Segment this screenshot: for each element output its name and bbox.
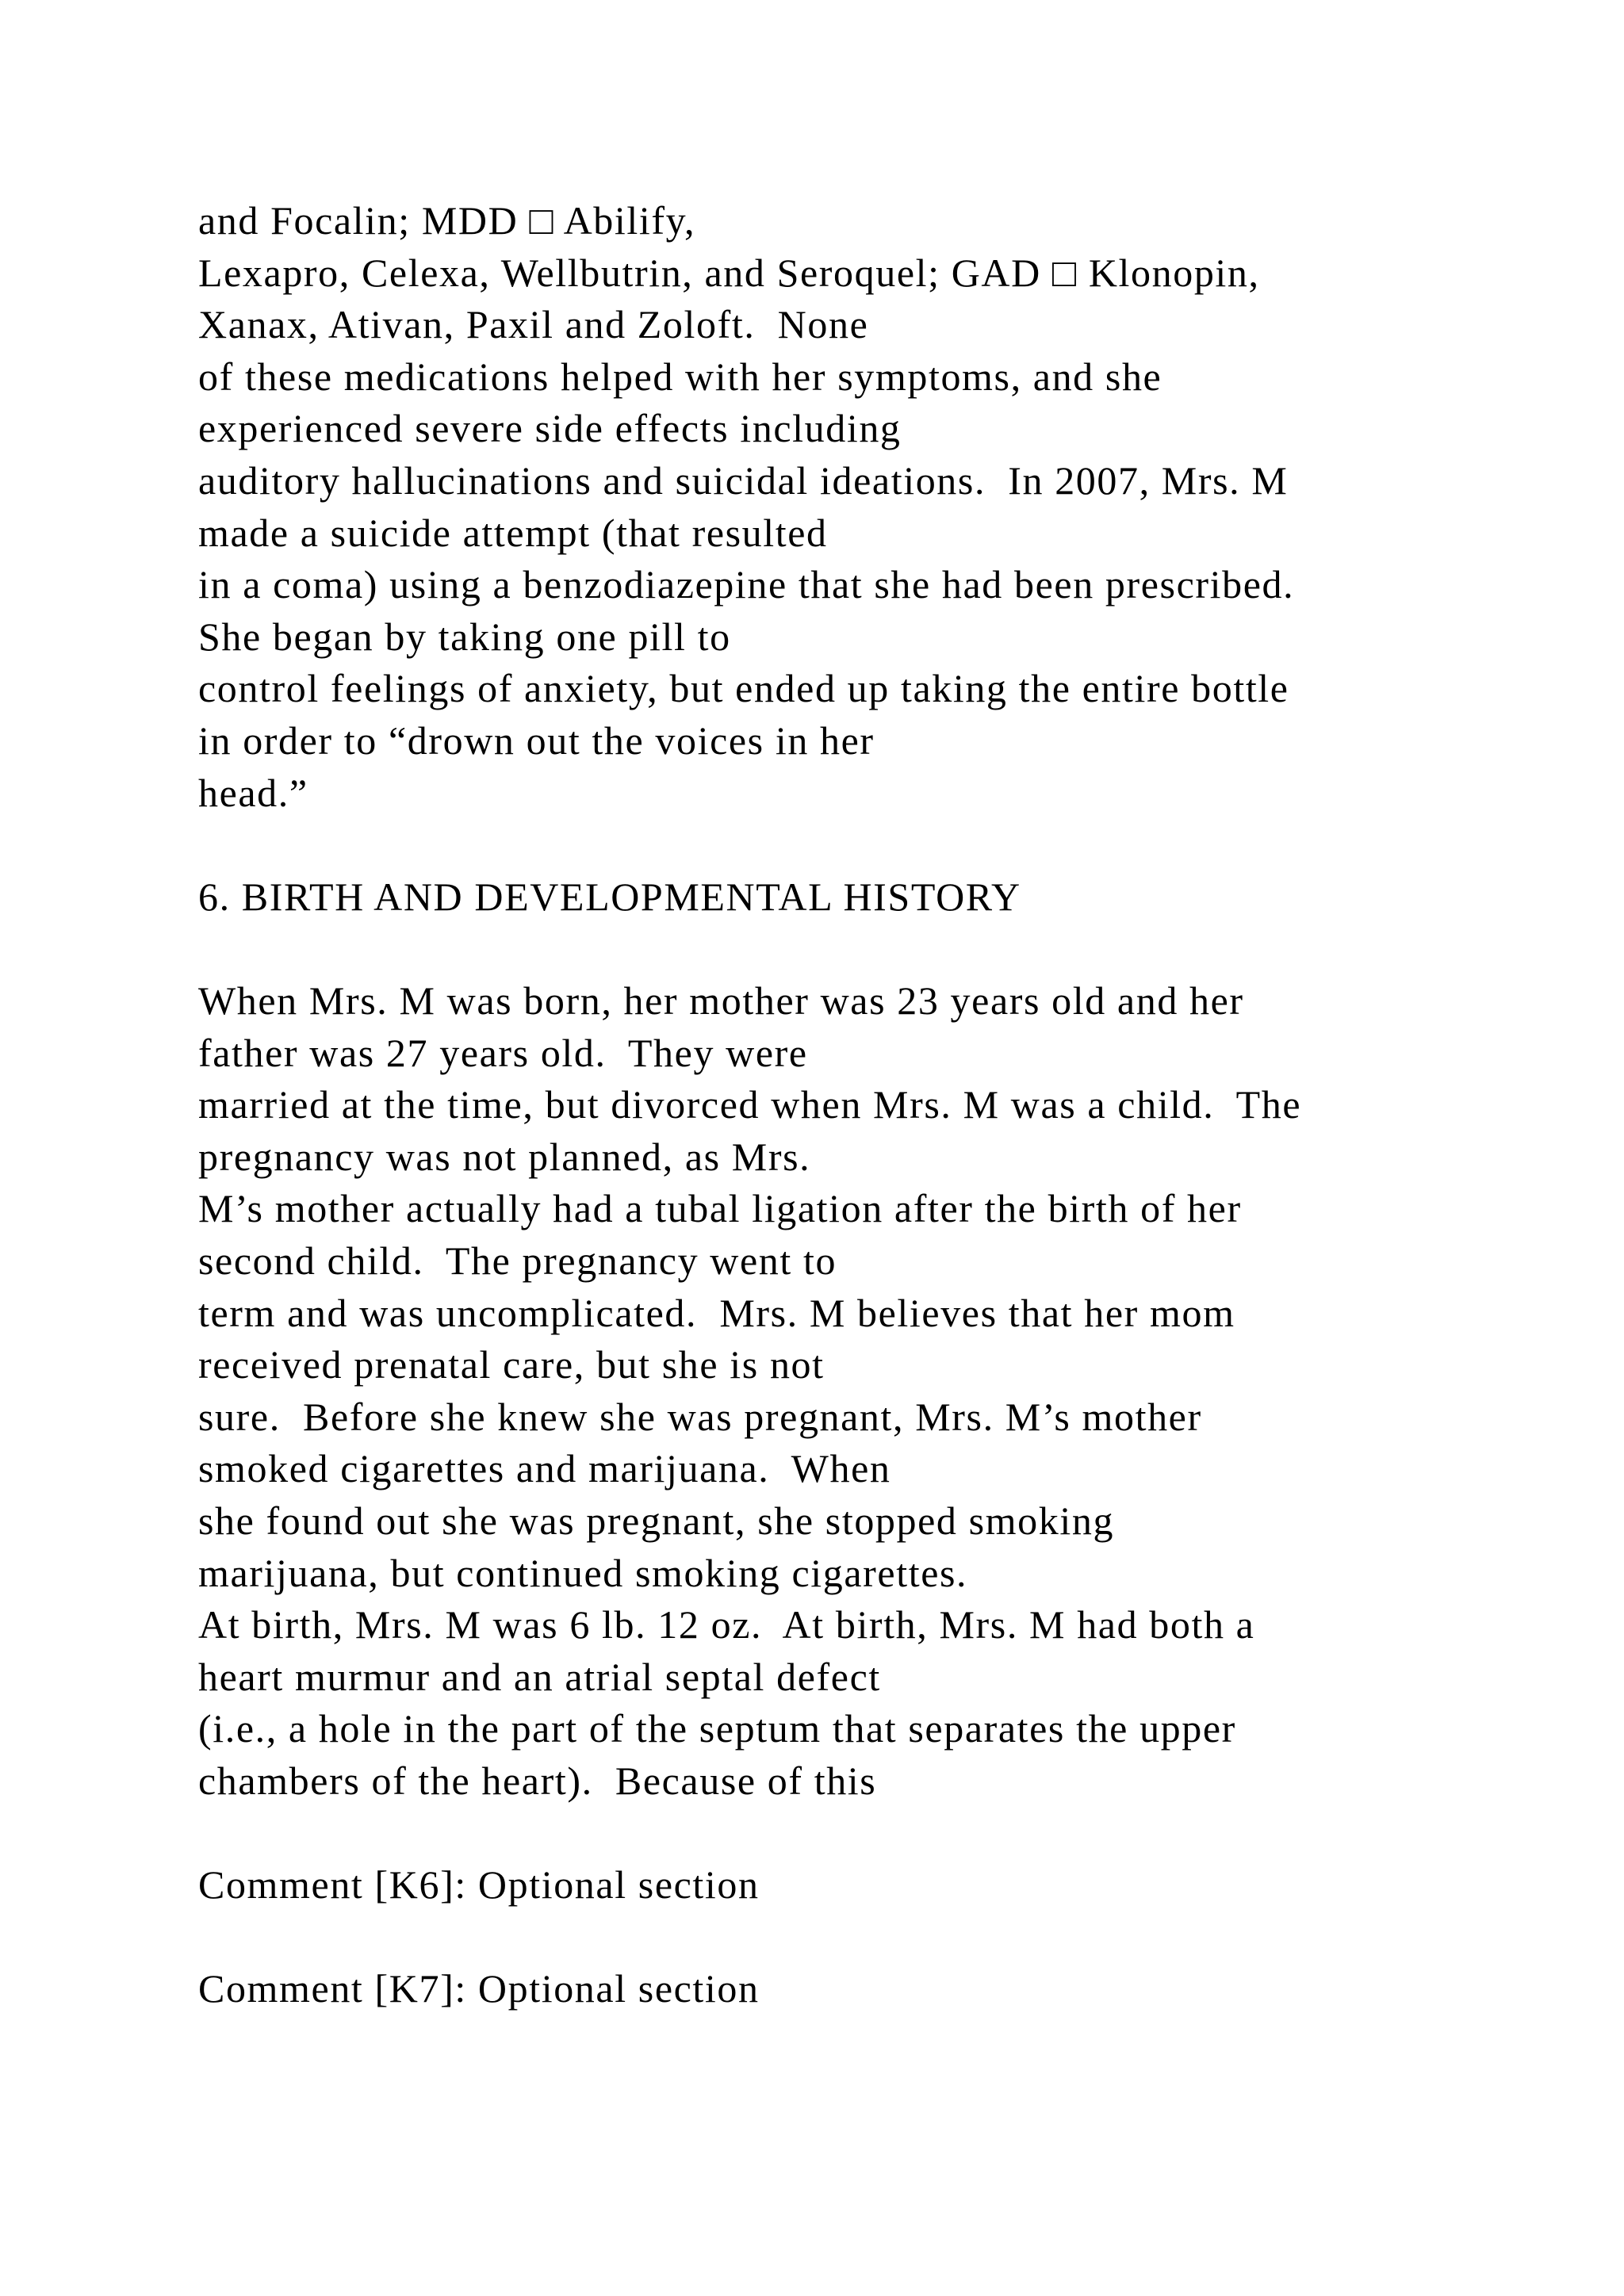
text-line: in order to “drown out the voices in her xyxy=(198,718,875,763)
text-line: marijuana, but continued smoking cigarettes. xyxy=(198,1550,968,1595)
text-line: second child. The pregnancy went to xyxy=(198,1238,837,1283)
section-heading-block xyxy=(198,871,1499,924)
text-line: auditory hallucinations and suicidal ideations. In 2007, Mrs. M xyxy=(198,457,1289,503)
text-line: married at the time, but divorced when Mrs. M was a child. The xyxy=(198,1082,1302,1127)
text-line: received prenatal care, but she is not xyxy=(198,1342,825,1387)
text-line: (i.e., a hole in the part of the septum that separates the upper xyxy=(198,1706,1236,1751)
text-line: pregnancy was not planned, as Mrs. xyxy=(198,1134,811,1179)
text-line: head.” xyxy=(198,770,308,815)
comment-k7: Comment [K7]: Optional section xyxy=(198,1966,760,2011)
text-line: of these medications helped with her symptoms, and she xyxy=(198,354,1162,399)
text-line: sure. Before she knew she was pregnant, Mrs. M’s mother xyxy=(198,1394,1202,1439)
text-line: and Focalin; MDD □ Abilify, xyxy=(198,198,696,243)
text-line: She began by taking one pill to xyxy=(198,614,731,659)
text-line: chambers of the heart). Because of this xyxy=(198,1758,877,1803)
text-line: M’s mother actually had a tubal ligation after the birth of her xyxy=(198,1186,1242,1231)
text-line: control feelings of anxiety, but ended up taking the entire bottle xyxy=(198,666,1289,711)
text-line: she found out she was pregnant, she stopped smoking xyxy=(198,1498,1115,1543)
text-line: term and was uncomplicated. Mrs. M believes that her mom xyxy=(198,1290,1235,1335)
text-line: made a suicide attempt (that resulted xyxy=(198,510,828,555)
text-line: When Mrs. M was born, her mother was 23 years old and her xyxy=(198,978,1244,1023)
comments-block xyxy=(198,1859,1499,2015)
birth-history-paragraph xyxy=(198,975,1499,1808)
comment-spacer xyxy=(198,1911,1499,1964)
section-heading: 6. BIRTH AND DEVELOPMENTAL HISTORY xyxy=(198,874,1021,919)
text-line: heart murmur and an atrial septal defect xyxy=(198,1654,881,1699)
text-line: experienced severe side effects including xyxy=(198,406,902,451)
text-line: father was 27 years old. They were xyxy=(198,1030,808,1075)
comment-k6: Comment [K6]: Optional section xyxy=(198,1862,760,1907)
text-line: At birth, Mrs. M was 6 lb. 12 oz. At birth, Mrs. M had both a xyxy=(198,1602,1255,1647)
text-line: in a coma) using a benzodiazepine that she had been prescribed. xyxy=(198,562,1295,607)
text-line: Lexapro, Celexa, Wellbutrin, and Seroquel; GAD □ Klonopin, xyxy=(198,250,1260,295)
medication-history-paragraph xyxy=(198,195,1499,819)
text-line: smoked cigarettes and marijuana. When xyxy=(198,1446,891,1491)
text-line: Xanax, Ativan, Paxil and Zoloft. None xyxy=(198,302,869,347)
